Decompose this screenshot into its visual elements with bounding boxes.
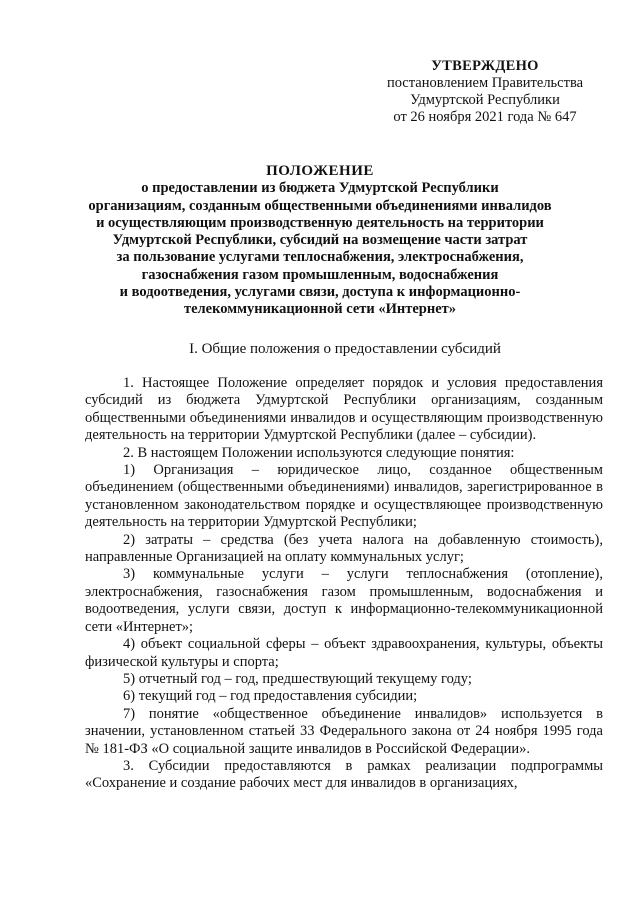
title-line: за пользование услугами теплоснабжения, электроснабжения,: [116, 249, 524, 266]
title-main: ПОЛОЖЕНИЕ: [266, 163, 374, 179]
paragraph: 4) объект социальной сферы – объект здравоохранения, культуры, объекты физической культуры и спорта;: [85, 636, 603, 670]
document-title: [85, 163, 555, 319]
paragraph: 3) коммунальные услуги – услуги теплоснабжения (отопление), электроснабжения, газоснабжения газом промышленным, водоснабжения и водоотведения, услуги связи, доступ к информационно-телекоммуникационной сети «Интернет»;: [85, 566, 603, 635]
paragraph: 6) текущий год – год предоставления субсидии;: [123, 688, 418, 705]
approval-line: постановлением Правительства: [386, 75, 584, 91]
approval-line: Удмуртской Республики: [410, 92, 560, 108]
paragraph: 1. Настоящее Положение определяет порядок и условия предоставления субсидий из бюджета Удмуртской Республики организациям, созданным общественными объединениями инвалидов и осуществляющим производственную деятельность на территории Удмуртской Республики (далее – субсидии).: [85, 375, 603, 444]
title-line: и водоотведения, услугами связи, доступа к информационно-: [119, 284, 521, 301]
approval-block: [375, 58, 595, 126]
title-line: газоснабжения газом промышленным, водоснабжения: [141, 266, 499, 283]
title-line: Удмуртской Республики, субсидий на возмещение части затрат: [112, 232, 528, 249]
title-line: и осуществляющим производственную деятельность на территории: [96, 214, 544, 231]
section-heading: I. Общие положения о предоставлении субсидий: [189, 341, 501, 357]
paragraph: 2) затраты – средства (без учета налога на добавленную стоимость), направленные Организацией на оплату коммунальных услуг;: [85, 531, 603, 566]
approval-line: от 26 ноября 2021 года № 647: [393, 109, 577, 125]
title-line: организациям, созданным общественными объединениями инвалидов: [88, 197, 552, 214]
paragraph: 7) понятие «общественное объединение инвалидов» используется в значении, установленном статьей 33 Федерального закона от 24 ноября 1995 года № 181-ФЗ «О социальной защите инвалидов в Российской Федерации».: [85, 705, 603, 757]
paragraph: 3. Субсидии предоставляются в рамках реализации подпрограммы «Сохранение и создание рабочих мест для инвалидов в организациях,: [85, 757, 603, 792]
document-body: [85, 375, 603, 793]
title-line: телекоммуникационной сети «Интернет»: [183, 301, 457, 318]
paragraph: 2. В настоящем Положении используются следующие понятия:: [123, 444, 515, 461]
approval-stamp: УТВЕРЖДЕНО: [431, 58, 539, 74]
paragraph: 5) отчетный год – год, предшествующий текущему году;: [123, 670, 472, 687]
paragraph: 1) Организация – юридическое лицо, созданное общественным объединением (общественными объединениями) инвалидов, зарегистрированное в установленном законодательством порядке и осуществляющее производственную деятельность на территории Удмуртской Республики;: [85, 462, 603, 531]
title-line: о предоставлении из бюджета Удмуртской Республики: [141, 180, 499, 197]
